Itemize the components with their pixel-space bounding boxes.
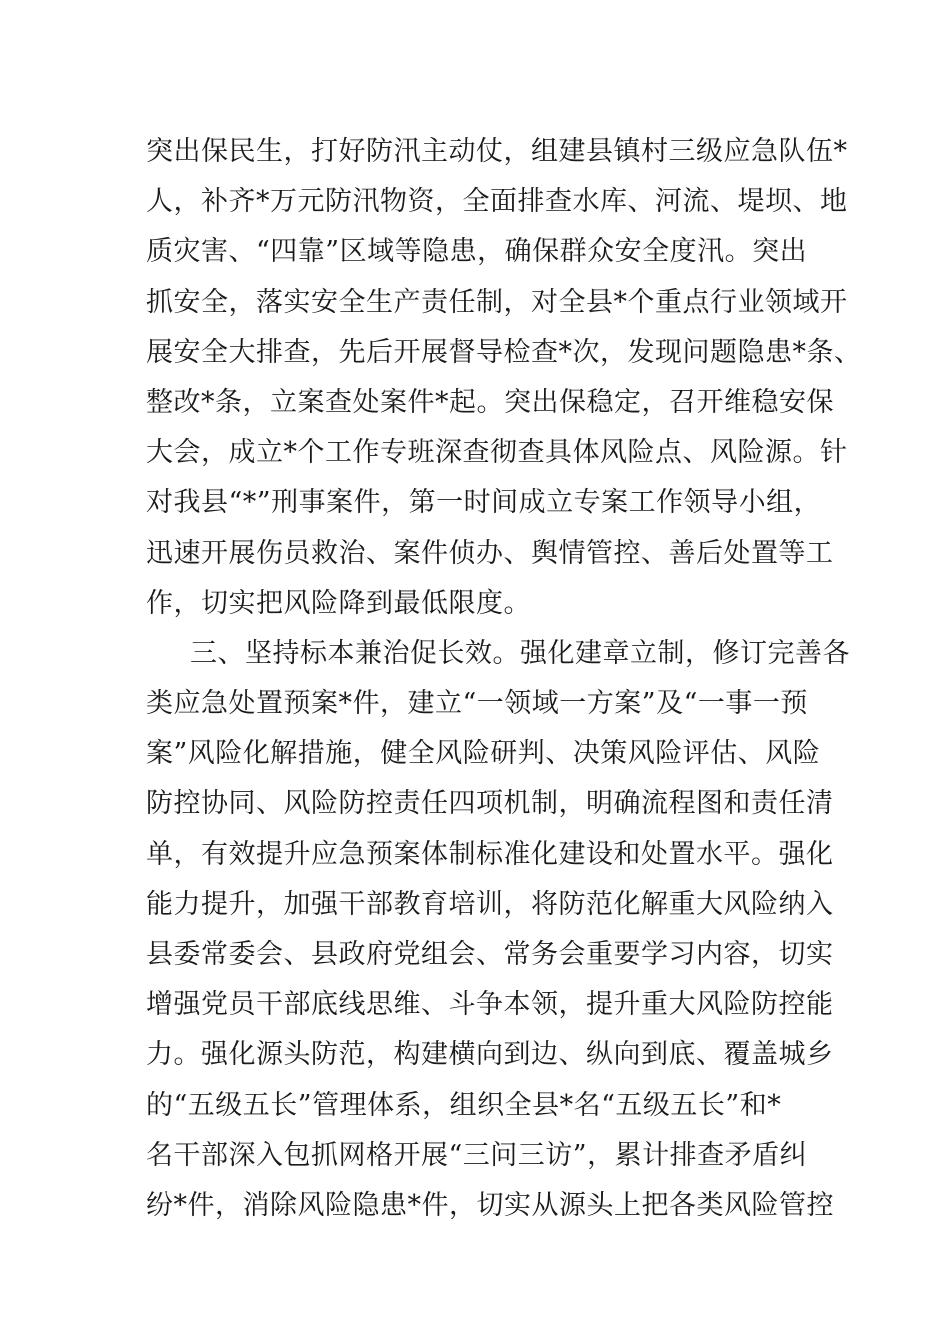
text-line: 人，补齐*万元防汛物资，全面排查水库、河流、堤坝、地 (146, 186, 848, 218)
text-line: 对我县“*”刑事案件，第一时间成立专案工作领导小组， (146, 487, 822, 519)
text-line: 纷*件，消除风险隐患*件，切实从源头上把各类风险管控 (146, 1189, 834, 1221)
text-line: 大会，成立*个工作专班深查彻查具体风险点、风险源。针 (146, 437, 848, 469)
text-line: 整改*条，立案查处案件*起。突出保稳定，召开维稳安保 (146, 386, 834, 418)
text-line: 类应急处置预案*件，建立“一领域一方案”及“一事一预 (146, 688, 808, 720)
section-heading-line: 三、坚持标本兼治促长效。强化建章立制，修订完善各 (190, 637, 850, 669)
text-line: 案”风险化解措施，健全风险研判、决策风险评估、风险 (146, 738, 821, 770)
text-line: 名干部深入包抓网格开展“三问三访”，累计排查矛盾纠 (146, 1139, 808, 1171)
text-line: 作，切实把风险降到最低限度。 (146, 587, 531, 619)
text-line: 单，有效提升应急预案体制标准化建设和处置水平。强化 (146, 838, 834, 870)
text-line: 质灾害、“四靠”区域等隐患，确保群众安全度汛。突出 (146, 236, 808, 268)
text-line: 抓安全，落实安全生产责任制，对全县*个重点行业领域开 (146, 286, 848, 318)
text-line: 增强党员干部底线思维、斗争本领，提升重大风险防控能 (146, 989, 834, 1021)
text-line: 展安全大排查，先后开展督导检查*次，发现问题隐患*条、 (146, 336, 862, 368)
text-line: 迅速开展伤员救治、案件侦办、舆情管控、善后处置等工 (146, 537, 834, 569)
text-line: 力。强化源头防范，构建横向到边、纵向到底、覆盖城乡 (146, 1039, 834, 1071)
text-line: 能力提升，加强干部教育培训，将防范化解重大风险纳入 (146, 888, 834, 920)
text-line: 县委常委会、县政府党组会、常务会重要学习内容，切实 (146, 939, 834, 970)
text-line: 防控协同、风险防控责任四项机制，明确流程图和责任清 (146, 788, 834, 820)
text-line: 突出保民生，打好防汛主动仗，组建县镇村三级应急队伍* (146, 136, 848, 167)
body-text (146, 127, 862, 1231)
text-line: 的“五级五长”管理体系，组织全县*名“五级五长”和* (146, 1089, 782, 1121)
